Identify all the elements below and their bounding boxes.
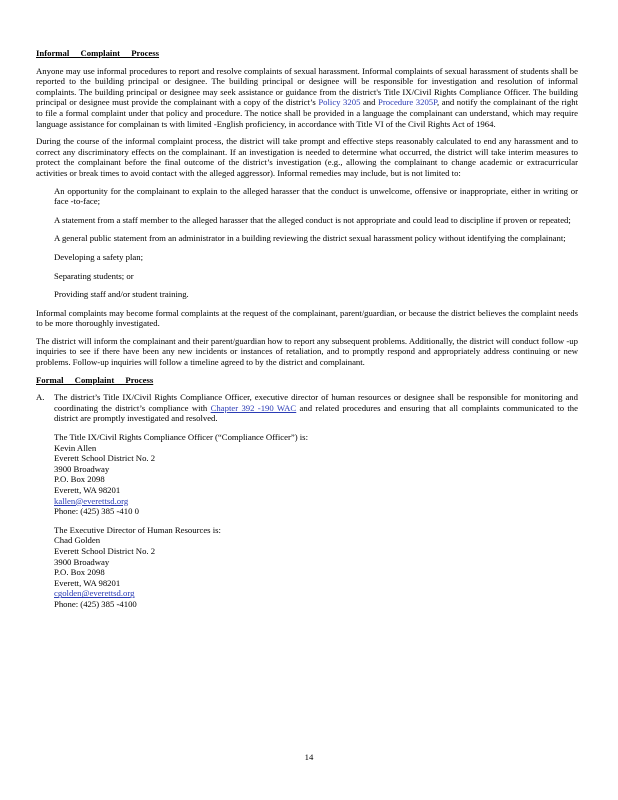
list-item: [36, 252, 578, 263]
list-item: [36, 289, 578, 300]
informal-p1-text-2: , and notify the complainant of the right to file a formal complaint under that policy and procedure. The notice shall be provided in a language the complainant can understand, which may require language assistance for complainan ts with limited -English proficiency, in accordance with Title VI of the Civil Rights Act of 1964.: [36, 97, 579, 129]
contact-city: Everett, WA 98201: [54, 485, 121, 495]
contact-intro: The Title IX/Civil Rights Compliance Officer (“Compliance Officer”) is:: [54, 432, 308, 443]
list-item-text: An opportunity for the complainant to explain to the alleged harasser that the conduct is unwelcome, offensive or inappropriate, either in writing or face -to-face;: [54, 185, 578, 207]
compliance-officer-contact: [54, 432, 578, 517]
contact-city: Everett, WA 98201: [54, 577, 121, 588]
informal-paragraph-2: During the course of the informal complaint process, the district will take prompt and effective steps reasonably calculated to end any harassment and to correct any discriminatory effects on the complainant. If an investigation is needed to determine what occurred, the district will take interim measures to protect the complainant before the final outcome of the district’s investigation (e.g., allowing the complainant to change academic or extracurricular activities or break times to avoid contact with the alleged aggressor). Informal remedies may include, but is not limited to:: [36, 136, 578, 178]
item-letter: A.: [36, 392, 45, 403]
contact-email-link[interactable]: cgolden@everettsd.org: [54, 588, 135, 599]
informal-complaint-heading: Informal Complaint Process: [36, 48, 160, 58]
hr-director-contact: [54, 525, 578, 610]
contact-organization: Everett School District No. 2: [54, 545, 156, 556]
list-item-text: Providing staff and/or student training.: [54, 289, 189, 300]
list-item: [36, 186, 578, 207]
contact-street: 3900 Broadway: [54, 463, 110, 474]
formal-item-a: [36, 392, 578, 424]
page-number: 14: [304, 752, 314, 762]
contact-phone: Phone: (425) 385 -410 0: [54, 506, 139, 517]
list-item-text: A general public statement from an administrator in a building reviewing the district sexual harassment policy without identifying the complainant;: [54, 233, 566, 244]
contact-intro: The Executive Director of Human Resources is:: [54, 524, 221, 535]
list-item-text: Developing a safety plan;: [54, 251, 144, 262]
contact-phone: Phone: (425) 385 -4100: [54, 598, 137, 609]
informal-remedies-list: [36, 186, 578, 300]
page-content: [36, 48, 578, 618]
informal-p1-and: and: [360, 97, 379, 108]
informal-paragraph-1: [36, 66, 578, 130]
contact-po-box: P.O. Box 2098: [54, 567, 105, 578]
item-a-text-1: The district’s Title IX/Civil Rights Compliance Officer, executive director of human resources or designee shall be responsible for monitoring and coordinating the district’s compliance with: [54, 392, 578, 413]
procedure-3205p-link[interactable]: Procedure 3205P: [378, 97, 438, 108]
formal-complaint-heading: Formal Complaint Process: [36, 374, 154, 385]
contact-name: Chad Golden: [54, 535, 101, 546]
list-item: [36, 233, 578, 244]
item-a-text-2: and related procedures and ensuring that all complaints communicated to the district are promptly investigated and resolved.: [54, 402, 578, 424]
list-item-text: A statement from a staff member to the alleged harasser that the alleged conduct is not appropriate and could lead to discipline if proven or repeated;: [54, 214, 571, 225]
contact-organization: Everett School District No. 2: [54, 453, 156, 464]
contact-email-link[interactable]: kallen@everettsd.org: [54, 495, 129, 506]
informal-p1-text-1: Anyone may use informal procedures to report and resolve complaints of sexual harassment. Informal complaints of sexual harassment of students shall be reported to the building principal or designee. The building principal or designee will be responsible for investigation and resolution of informal complaints. The building principal or designee may seek assistance or guidance from the district's Title IX/Civil Rights Compliance Officer. The building principal or designee must provide the complainant with a copy of the district’s: [36, 65, 578, 108]
informal-paragraph-3: Informal complaints may become formal complaints at the request of the complainant, parent/guardian, or because the district believes the complaint needs to be more thoroughly investigated.: [36, 307, 578, 329]
list-item-text: Separating students; or: [54, 270, 134, 281]
policy-3205-link[interactable]: Policy 3205: [318, 97, 361, 108]
informal-paragraph-4: The district will inform the complainant and their parent/guardian how to report any subsequent problems. Additionally, the district will conduct follow -up inquiries to see if there have been any new incidents or instances of retaliation, and to promptly respond and appropriately address continuing or new problems. Follow-up inquiries will follow a timeline agreed to by the district and complainant.: [36, 335, 578, 368]
contact-street: 3900 Broadway: [54, 556, 110, 567]
list-item: [36, 271, 578, 282]
wac-chapter-link[interactable]: Chapter 392 -190 WAC: [210, 402, 297, 413]
contact-po-box: P.O. Box 2098: [54, 474, 105, 485]
list-item: [36, 215, 578, 226]
contact-name: Kevin Allen: [54, 442, 97, 453]
